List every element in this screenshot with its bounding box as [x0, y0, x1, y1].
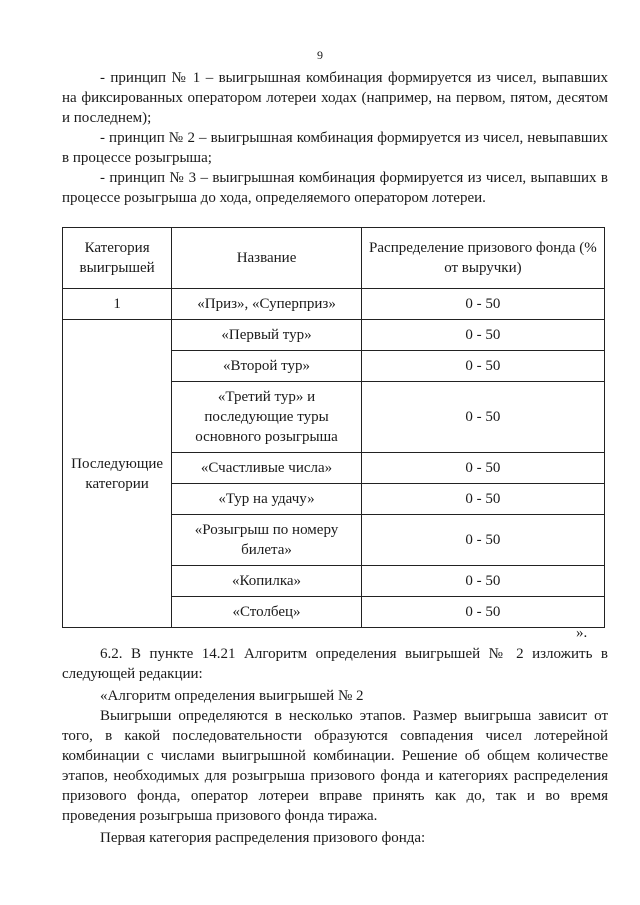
algorithm-title: «Алгоритм определения выигрышей № 2: [100, 688, 364, 704]
table-header-row: [63, 228, 605, 289]
value-cell: 0 - 50: [361, 320, 604, 351]
section-6-2: 6.2. В пункте 14.21 Алгоритм определения выигрышей № 2 изложить в следующей редакции:: [62, 646, 608, 682]
name-cell: «Второй тур»: [172, 351, 362, 382]
name-cell: «Третий тур» и последующие туры основного розыгрыша: [172, 382, 362, 453]
value-cell: 0 - 50: [361, 453, 604, 484]
category-cell: 1: [63, 289, 172, 320]
name-cell: «Первый тур»: [172, 320, 362, 351]
page-number: 9: [317, 48, 323, 62]
name-cell: «Столбец»: [172, 597, 362, 628]
header-category: Категория выигрышей: [63, 228, 172, 289]
value-cell: 0 - 50: [361, 484, 604, 515]
name-cell: «Розыгрыш по номеру билета»: [172, 515, 362, 566]
name-cell: «Копилка»: [172, 566, 362, 597]
prize-fund-table: [62, 227, 605, 628]
name-cell: «Тур на удачу»: [172, 484, 362, 515]
table-row: [63, 320, 605, 351]
principle-2: - принцип № 2 – выигрышная комбинация формируется из чисел, невыпавших в процессе розыгрыша;: [62, 130, 608, 166]
table-closing-quote: ».: [576, 625, 588, 641]
name-cell: «Приз», «Суперприз»: [172, 289, 362, 320]
header-distribution: Распределение призового фонда (% от выручки): [361, 228, 604, 289]
principle-3: - принцип № 3 – выигрышная комбинация формируется из чисел, выпавших в процессе розыгрыша до хода, определяемого оператором лотереи.: [62, 170, 608, 206]
principle-1: - принцип № 1 – выигрышная комбинация формируется из чисел, выпавших на фиксированных оператором лотереи ходах (например, на первом, пятом, десятом и последнем);: [62, 70, 608, 126]
value-cell: 0 - 50: [361, 566, 604, 597]
value-cell: 0 - 50: [361, 351, 604, 382]
value-cell: 0 - 50: [361, 289, 604, 320]
value-cell: 0 - 50: [361, 597, 604, 628]
name-cell: «Счастливые числа»: [172, 453, 362, 484]
table-row: [63, 289, 605, 320]
header-name: Название: [172, 228, 362, 289]
first-category-heading: Первая категория распределения призового фонда:: [100, 830, 426, 846]
algorithm-text: Выигрыши определяются в несколько этапов. Размер выигрыша зависит от того, в какой последовательности образуются совпадения чисел лотерейной комбинации с числами выигрышной комбинации. Решение об общем количестве этапов, необходимых для розыгрыша призового фонда и категориях распределения призового фонда, оператор лотереи вправе принять как до, так и во время проведения розыгрыша призового фонда тиража.: [62, 708, 608, 824]
value-cell: 0 - 50: [361, 382, 604, 453]
value-cell: 0 - 50: [361, 515, 604, 566]
category-cell: Последующие категории: [63, 320, 172, 628]
